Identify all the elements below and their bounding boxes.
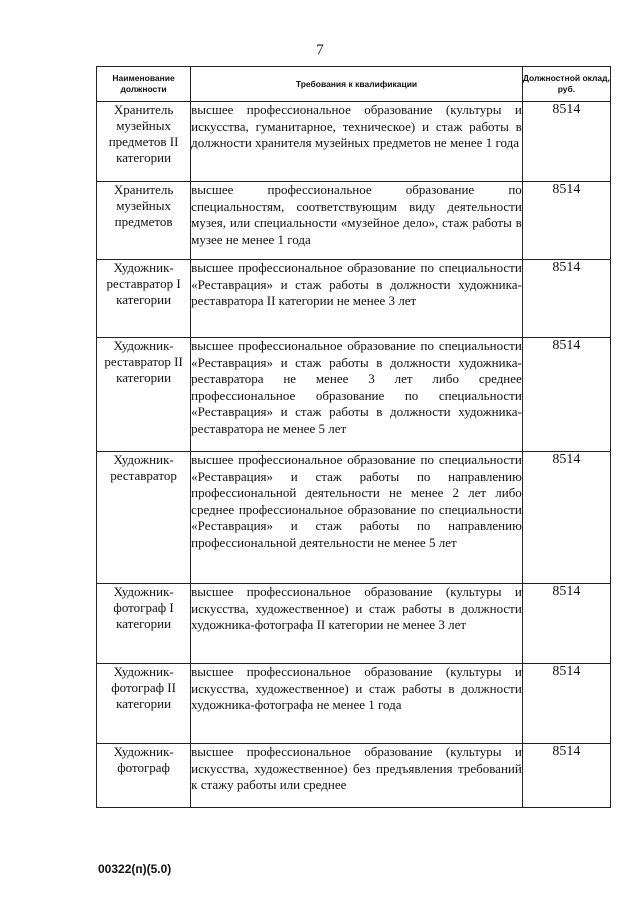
qualification-requirements: высшее профессиональное образование (культуры и искусства, художественное) и стаж работы в должности художника-фотографа II категории не менее 3 лет (191, 584, 523, 664)
table-row (97, 338, 611, 452)
document-code: 00322(п)(5.0) (98, 862, 172, 876)
table-header-row (97, 67, 611, 102)
position-name: Художник-фотограф I категории (97, 584, 191, 664)
qualification-table (96, 66, 611, 808)
position-name: Хранитель музейных предметов II категории (97, 102, 191, 182)
salary-value: 8514 (522, 182, 610, 260)
qualification-requirements: высшее профессиональное образование (культуры и искусства, художественное) без предъявления требований к стажу работы или среднее (191, 744, 523, 808)
salary-value: 8514 (522, 338, 610, 452)
position-name: Художник-реставратор II категории (97, 338, 191, 452)
table-row (97, 584, 611, 664)
salary-value: 8514 (522, 102, 610, 182)
qualification-requirements: высшее профессиональное образование по специальности «Реставрация» и стаж работы в должности художника-реставратора II категории не менее 3 лет (191, 260, 523, 338)
table-row (97, 102, 611, 182)
position-name: Художник-реставратор (97, 452, 191, 584)
position-name: Хранитель музейных предметов (97, 182, 191, 260)
page-number: 7 (316, 42, 324, 58)
position-name: Художник-реставратор I категории (97, 260, 191, 338)
position-name: Художник-фотограф II категории (97, 664, 191, 744)
header-qualification: Требования к квалификации (191, 67, 523, 102)
table-row (97, 744, 611, 808)
qualification-requirements: высшее профессиональное образование по специальности «Реставрация» и стаж работы по направлению профессиональной деятельности не менее 2 лет либо среднее профессиональное образование по специальности «Реставрация» и стаж работы по направлению профессиональной деятельности не менее 5 лет (191, 452, 523, 584)
salary-value: 8514 (522, 260, 610, 338)
salary-value: 8514 (522, 664, 610, 744)
table-row (97, 182, 611, 260)
qualification-requirements: высшее профессиональное образование по специальности «Реставрация» и стаж работы в должности художника-реставратора не менее 3 лет либо среднее профессиональное образование по специальности «Реставрация» и стаж работы в должности художника-реставратора не менее 5 лет (191, 338, 523, 452)
table-row (97, 664, 611, 744)
header-position-name: Наименование должности (97, 67, 191, 102)
qualification-requirements: высшее профессиональное образование (культуры и искусства, гуманитарное, техническое) и стаж работы в должности хранителя музейных предметов не менее 1 года (191, 102, 523, 182)
header-salary: Должностной оклад, руб. (522, 67, 610, 102)
salary-value: 8514 (522, 452, 610, 584)
position-name: Художник-фотограф (97, 744, 191, 808)
qualification-requirements: высшее профессиональное образование по специальностям, соответствующим виду деятельности музея, или специальности «музейное дело», стаж работы в музее не менее 1 года (191, 182, 523, 260)
qualification-requirements: высшее профессиональное образование (культуры и искусства, художественное) и стаж работы в должности художника-фотографа не менее 1 года (191, 664, 523, 744)
salary-value: 8514 (522, 744, 610, 808)
table-row (97, 452, 611, 584)
salary-value: 8514 (522, 584, 610, 664)
table-row (97, 260, 611, 338)
